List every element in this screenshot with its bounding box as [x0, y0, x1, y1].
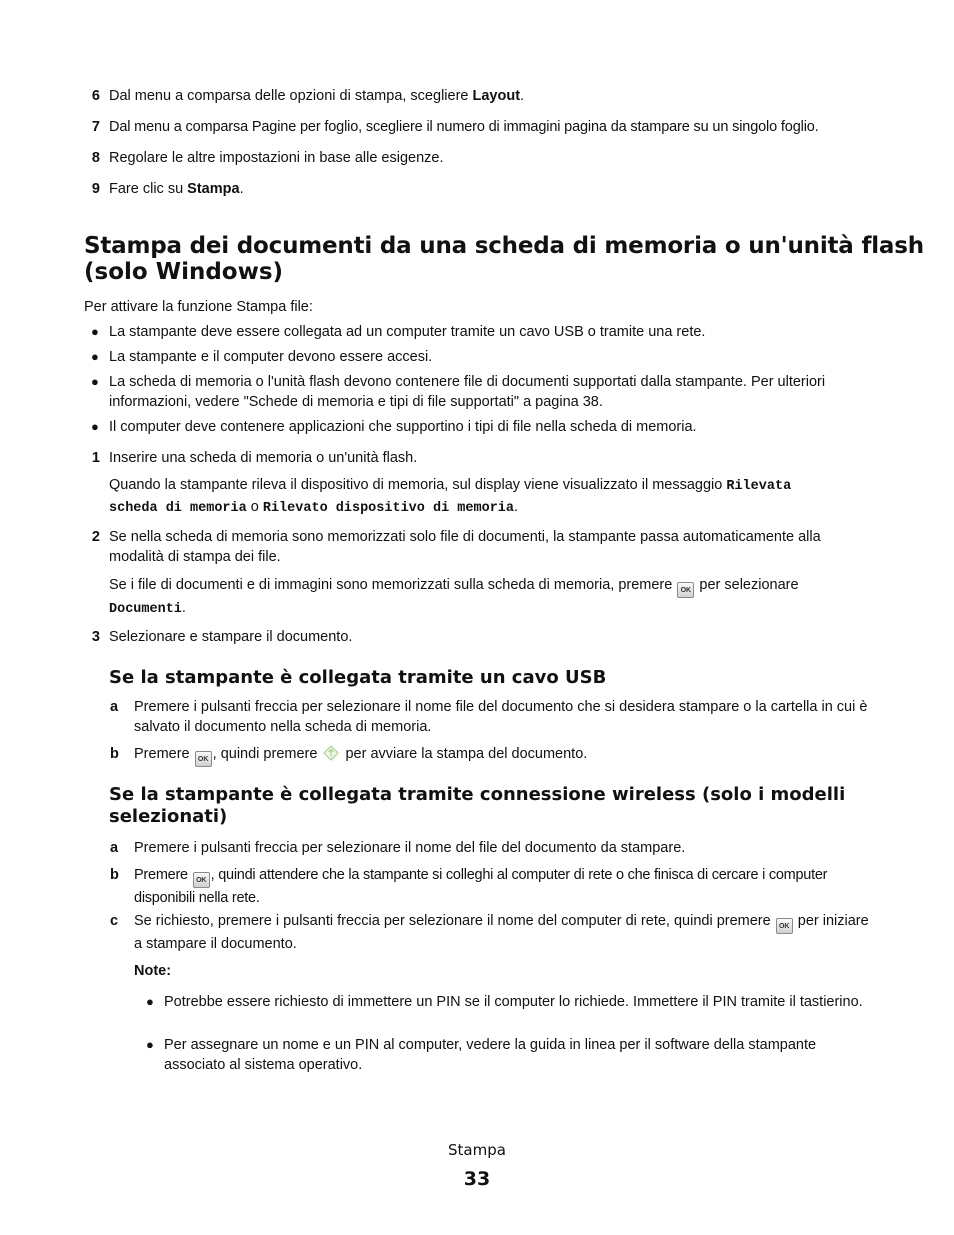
step-text: Inserire una scheda di memoria o un'unità flash.: [109, 450, 418, 466]
menu-option: Documenti: [109, 602, 182, 617]
bullet-icon: ●: [91, 349, 99, 364]
step-text: Premere OK , quindi premere per avviare la stampa del documento.: [134, 744, 874, 767]
bullet-icon: ●: [146, 1037, 154, 1052]
step-text: Premere i pulsanti freccia per selezionare il nome file del documento che si desidera stampare o la cartella in cui è salvato il documento nella scheda di memoria.: [134, 699, 868, 735]
step-number: 3: [91, 629, 100, 645]
section-title: Stampa dei documenti da una scheda di memoria o un'unità flash (solo Windows): [84, 233, 924, 285]
step-letter: b: [110, 867, 119, 883]
page-number: 33: [463, 1168, 491, 1190]
step-text: Selezionare e stampare il documento.: [109, 629, 353, 645]
ok-button-icon: OK: [677, 582, 694, 598]
step-text: Dal menu a comparsa delle opzioni di stampa, scegliere Layout.: [109, 88, 525, 104]
display-message: Rilevata: [726, 479, 792, 494]
bullet-icon: ●: [146, 994, 154, 1009]
step-letter: c: [110, 913, 119, 929]
display-message: scheda di memoria: [109, 501, 247, 516]
step-letter: b: [110, 746, 119, 762]
step-letter: a: [110, 840, 119, 856]
ok-button-icon: OK: [193, 872, 210, 888]
display-message: Rilevato dispositivo di memoria: [262, 501, 515, 516]
section-intro: Per attivare la funzione Stampa file:: [84, 299, 313, 315]
step-number: 6: [91, 88, 100, 104]
document-page: 6 Dal menu a comparsa delle opzioni di stampa, scegliere Layout. 7 Dal menu a comparsa Pagine per foglio, scegliere il numero di immagini pagina da stampare su un singolo foglio. 8 Regolare le altre impostazioni in base alle esigenze. 9 Fare clic su Stampa. Stampa dei documenti da una scheda di memoria o un'unità flash (solo Windows) Per attivare la funzione Stampa file: ● La stampante deve essere collegata ad un computer tramite un cavo USB o tramite una rete. ● La stampante e il computer devono essere accesi. ● La scheda di memoria o l'unità flash devono contenere file di documenti supportati dalla stampante. Per ulteriori informazioni, vedere "Schede di memoria e tipi di file supportati" a pagina 38. ● Il computer deve contenere applicazioni che supportino i tipi di file nella scheda di memoria. 1 Inserire una scheda di memoria o un'unità flash. Quando la stampante rileva il dispositivo di memoria, sul display viene visualizzato il messaggio Rilevata scheda di memoria o Rilevato dispositivo di memoria. 2 Se nella scheda di memoria sono memorizzati solo file di documenti, la stampante passa automaticamente alla modalità di stampa dei file. Se i file di documenti e di immagini sono memorizzati sulla scheda di memoria, premere OK per selezionare Documenti. 3 Selezionare e stampare il documento. Se la stampante è collegata tramite un cavo USB a Premere i pulsanti freccia per selezionare il nome file del documento che si desidera stampare o la cartella in cui è salvato il documento nella scheda di memoria. b Premere OK , quindi premere per avviare la stampa del documento. Se la stampante è collegata tramite connessione wireless (solo i modelli selezionati) a Premere i pulsanti freccia per selezionare il nome del file del documento da stampare. b Premere OK , quindi attendere che la stampante si colleghi al computer di rete o che finisca di cercare i computer disponibili nella rete. c Se richiesto, premere i pulsanti freccia per selezionare il nome del computer di rete, quindi premere OK per iniziare a stampare il documento. Note: ● Potrebbe essere richiesto di immettere un PIN se il computer lo richiede. Immettere il PIN tramite il tastierino. ● Per assegnare un nome e un PIN al computer, vedere la guida in linea per il software della stampante associato al sistema operativo. Stampa 33: [0, 0, 954, 1235]
step-number: 7: [91, 119, 100, 135]
ok-button-icon: OK: [776, 918, 793, 934]
bullet-icon: ●: [91, 324, 99, 339]
step-number: 1: [91, 450, 100, 466]
step-text: Premere i pulsanti freccia per selezionare il nome del file del documento da stampare.: [134, 840, 686, 856]
step-text: Se nella scheda di memoria sono memorizzati solo file di documenti, la stampante passa automaticamente alla modalità di stampa dei file.: [109, 529, 821, 565]
start-button-icon: [323, 745, 339, 761]
wireless-heading: Se la stampante è collegata tramite connessione wireless (solo i modelli selezionati): [109, 784, 846, 827]
step-text: Se richiesto, premere i pulsanti freccia per selezionare il nome del computer di rete, quindi premere OK per iniziare a stampare il documento.: [134, 913, 869, 952]
step-text: Dal menu a comparsa Pagine per foglio, scegliere il numero di immagini pagina da stampare su un singolo foglio.: [109, 119, 819, 135]
step-letter: a: [110, 699, 119, 715]
step-text: Premere OK , quindi attendere che la stampante si colleghi al computer di rete o che finisca di cercare i computer disponibili nella rete.: [134, 867, 828, 906]
bullet-icon: ●: [91, 419, 99, 434]
step-number: 9: [91, 181, 100, 197]
footer-section: Stampa: [448, 1141, 506, 1159]
step-text: Regolare le altre impostazioni in base alle esigenze.: [109, 150, 444, 166]
bullet-icon: ●: [91, 374, 99, 389]
step-number: 8: [91, 150, 100, 166]
step-text: Fare clic su Stampa.: [109, 181, 244, 197]
ok-button-icon: OK: [195, 751, 212, 767]
usb-heading: Se la stampante è collegata tramite un cavo USB: [109, 667, 607, 688]
step-number: 2: [91, 529, 100, 545]
